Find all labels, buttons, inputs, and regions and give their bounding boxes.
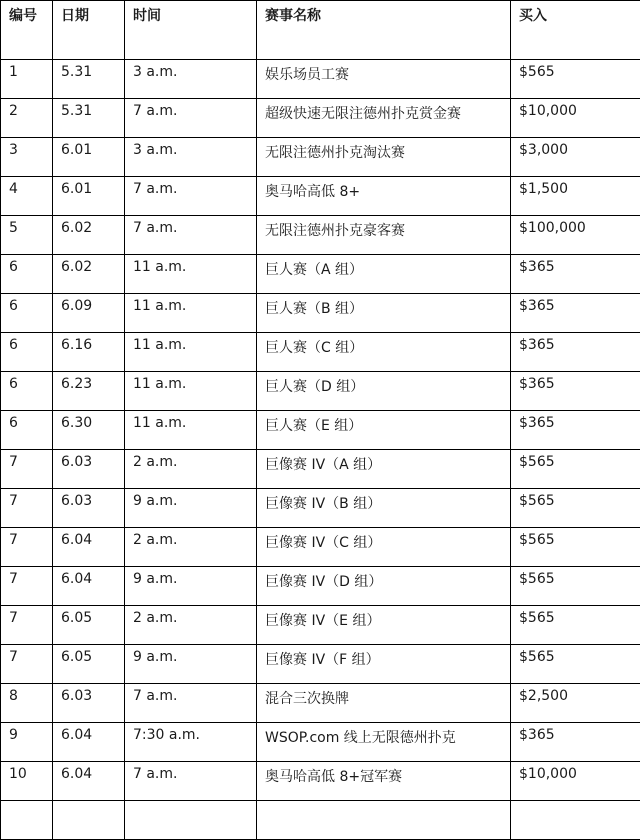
cell-date: 6.01 — [53, 138, 125, 177]
cell-event-name: 无限注德州扑克豪客赛 — [257, 216, 511, 255]
cell-buy-in: $3,000 — [511, 138, 640, 177]
table-row — [1, 762, 640, 801]
cell-date: 6.05 — [53, 606, 125, 645]
cell-time: 3 a.m. — [125, 60, 257, 99]
table-row — [1, 294, 640, 333]
cell-date: 6.16 — [53, 333, 125, 372]
cell-time: 7 a.m. — [125, 762, 257, 801]
cell-time: 3 a.m. — [125, 138, 257, 177]
cell-event-name: 巨人赛（E 组） — [257, 411, 511, 450]
cell-time: 2 a.m. — [125, 528, 257, 567]
cell-buy-in: $10,000 — [511, 762, 640, 801]
cell-date: 6.04 — [53, 723, 125, 762]
cell-event-name — [257, 801, 511, 840]
cell-event-name: 巨像赛 IV（B 组） — [257, 489, 511, 528]
cell-event-name: 巨人赛（B 组） — [257, 294, 511, 333]
cell-buy-in: $565 — [511, 606, 640, 645]
cell-buy-in: $365 — [511, 294, 640, 333]
cell-time: 2 a.m. — [125, 606, 257, 645]
cell-event-name: 巨像赛 IV（A 组） — [257, 450, 511, 489]
header-number: 编号 — [1, 1, 53, 60]
cell-number: 6 — [1, 372, 53, 411]
cell-number: 7 — [1, 606, 53, 645]
cell-number: 5 — [1, 216, 53, 255]
cell-time — [125, 801, 257, 840]
table-row — [1, 216, 640, 255]
cell-event-name: 巨像赛 IV（D 组） — [257, 567, 511, 606]
header-event-name: 赛事名称 — [257, 1, 511, 60]
table-row — [1, 606, 640, 645]
cell-date: 5.31 — [53, 99, 125, 138]
table-row — [1, 489, 640, 528]
cell-date: 6.04 — [53, 567, 125, 606]
cell-event-name: 巨像赛 IV（E 组） — [257, 606, 511, 645]
cell-date: 6.03 — [53, 684, 125, 723]
table-row — [1, 372, 640, 411]
cell-buy-in: $100,000 — [511, 216, 640, 255]
cell-date: 6.23 — [53, 372, 125, 411]
cell-event-name: 超级快速无限注德州扑克赏金赛 — [257, 99, 511, 138]
cell-time: 11 a.m. — [125, 294, 257, 333]
cell-date: 6.03 — [53, 450, 125, 489]
cell-event-name: 巨人赛（D 组） — [257, 372, 511, 411]
cell-number: 6 — [1, 333, 53, 372]
cell-number: 1 — [1, 60, 53, 99]
cell-number: 6 — [1, 411, 53, 450]
cell-number: 6 — [1, 255, 53, 294]
cell-number — [1, 801, 53, 840]
cell-event-name: 奥马哈高低 8+ — [257, 177, 511, 216]
cell-time: 9 a.m. — [125, 567, 257, 606]
cell-date: 6.05 — [53, 645, 125, 684]
cell-buy-in: $365 — [511, 411, 640, 450]
cell-date: 6.02 — [53, 255, 125, 294]
cell-buy-in: $565 — [511, 645, 640, 684]
cell-event-name: 巨像赛 IV（C 组） — [257, 528, 511, 567]
cell-event-name: 奥马哈高低 8+冠军赛 — [257, 762, 511, 801]
cell-buy-in: $365 — [511, 372, 640, 411]
cell-buy-in: $365 — [511, 333, 640, 372]
cell-number: 4 — [1, 177, 53, 216]
cell-number: 2 — [1, 99, 53, 138]
cell-number: 8 — [1, 684, 53, 723]
cell-time: 9 a.m. — [125, 489, 257, 528]
table-row — [1, 801, 640, 840]
cell-time: 9 a.m. — [125, 645, 257, 684]
cell-event-name: 巨人赛（C 组） — [257, 333, 511, 372]
cell-date: 6.02 — [53, 216, 125, 255]
cell-number: 10 — [1, 762, 53, 801]
cell-buy-in: $1,500 — [511, 177, 640, 216]
cell-number: 6 — [1, 294, 53, 333]
cell-date: 5.31 — [53, 60, 125, 99]
cell-time: 7 a.m. — [125, 216, 257, 255]
table-row — [1, 255, 640, 294]
table-row — [1, 723, 640, 762]
cell-number: 7 — [1, 567, 53, 606]
cell-date: 6.01 — [53, 177, 125, 216]
table-row — [1, 450, 640, 489]
header-buy-in: 买入 — [511, 1, 640, 60]
cell-event-name: WSOP.com 线上无限德州扑克 — [257, 723, 511, 762]
cell-time: 7:30 a.m. — [125, 723, 257, 762]
cell-event-name: 无限注德州扑克淘汰赛 — [257, 138, 511, 177]
cell-number: 7 — [1, 645, 53, 684]
cell-date: 6.09 — [53, 294, 125, 333]
table-body — [1, 60, 640, 840]
table-row — [1, 411, 640, 450]
header-time: 时间 — [125, 1, 257, 60]
cell-date: 6.04 — [53, 762, 125, 801]
cell-time: 11 a.m. — [125, 333, 257, 372]
table-row — [1, 138, 640, 177]
cell-number: 7 — [1, 450, 53, 489]
cell-time: 11 a.m. — [125, 372, 257, 411]
cell-time: 2 a.m. — [125, 450, 257, 489]
cell-event-name: 巨像赛 IV（F 组） — [257, 645, 511, 684]
cell-buy-in: $565 — [511, 450, 640, 489]
cell-buy-in: $565 — [511, 489, 640, 528]
cell-buy-in: $565 — [511, 528, 640, 567]
table-row — [1, 645, 640, 684]
cell-event-name: 混合三次换牌 — [257, 684, 511, 723]
cell-number: 9 — [1, 723, 53, 762]
table-row — [1, 528, 640, 567]
cell-date — [53, 801, 125, 840]
cell-buy-in: $365 — [511, 723, 640, 762]
header-row — [1, 1, 640, 60]
header-date: 日期 — [53, 1, 125, 60]
cell-time: 7 a.m. — [125, 177, 257, 216]
cell-buy-in: $565 — [511, 567, 640, 606]
table-row — [1, 333, 640, 372]
table-row — [1, 567, 640, 606]
cell-time: 7 a.m. — [125, 684, 257, 723]
cell-event-name: 娱乐场员工赛 — [257, 60, 511, 99]
table-header — [1, 1, 640, 60]
cell-number: 7 — [1, 489, 53, 528]
cell-time: 7 a.m. — [125, 99, 257, 138]
cell-buy-in: $365 — [511, 255, 640, 294]
cell-number: 3 — [1, 138, 53, 177]
cell-time: 11 a.m. — [125, 411, 257, 450]
cell-date: 6.03 — [53, 489, 125, 528]
cell-event-name: 巨人赛（A 组） — [257, 255, 511, 294]
cell-number: 7 — [1, 528, 53, 567]
cell-buy-in: $10,000 — [511, 99, 640, 138]
cell-buy-in: $565 — [511, 60, 640, 99]
table-row — [1, 99, 640, 138]
cell-date: 6.30 — [53, 411, 125, 450]
cell-buy-in — [511, 801, 640, 840]
cell-time: 11 a.m. — [125, 255, 257, 294]
cell-date: 6.04 — [53, 528, 125, 567]
table-row — [1, 177, 640, 216]
table-row — [1, 684, 640, 723]
table-row — [1, 60, 640, 99]
cell-buy-in: $2,500 — [511, 684, 640, 723]
